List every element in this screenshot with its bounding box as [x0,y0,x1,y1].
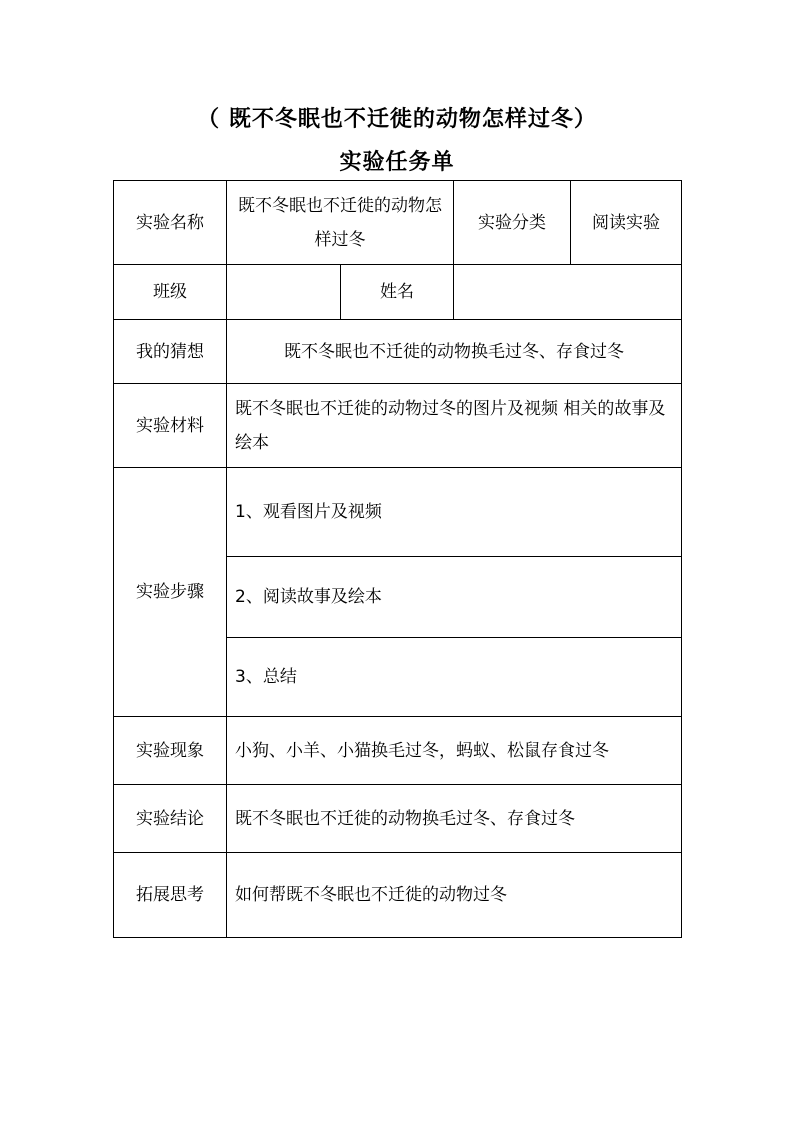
row-guess [114,320,682,384]
experiment-name-value: 既不冬眠也不迁徙的动物怎样过冬 [227,181,454,265]
student-name-label: 姓名 [341,265,454,320]
materials-label: 实验材料 [114,384,227,468]
row-phenomenon [114,717,682,785]
row-conclusion [114,785,682,853]
experiment-name-label: 实验名称 [114,181,227,265]
experiment-category-label: 实验分类 [454,181,571,265]
row-materials [114,384,682,468]
row-steps-1 [114,468,682,557]
experiment-category-value: 阅读实验 [571,181,682,265]
row-extension [114,853,682,938]
extension-label: 拓展思考 [114,853,227,938]
materials-value: 既不冬眠也不迁徙的动物过冬的图片及视频 相关的故事及绘本 [227,384,682,468]
student-name-value[interactable] [454,265,682,320]
steps-label: 实验步骤 [114,468,227,717]
guess-value: 既不冬眠也不迁徙的动物换毛过冬、存食过冬 [227,320,682,384]
step-item: 2、阅读故事及绘本 [227,557,682,638]
step-item: 1、观看图片及视频 [227,468,682,557]
guess-label: 我的猜想 [114,320,227,384]
document-subtitle: 实验任务单 [339,150,455,175]
conclusion-label: 实验结论 [114,785,227,853]
phenomenon-label: 实验现象 [114,717,227,785]
task-table [113,180,682,938]
step-item: 3、总结 [227,638,682,717]
phenomenon-value: 小狗、小羊、小猫换毛过冬，蚂蚁、松鼠存食过冬 [227,717,682,785]
class-value[interactable] [227,265,341,320]
row-experiment-name [114,181,682,265]
class-label: 班级 [114,265,227,320]
conclusion-value: 既不冬眠也不迁徙的动物换毛过冬、存食过冬 [227,785,682,853]
row-class-name [114,265,682,320]
extension-value: 如何帮既不冬眠也不迁徙的动物过冬 [227,853,682,938]
document-title: （ 既不冬眠也不迁徙的动物怎样过冬） [197,107,597,132]
